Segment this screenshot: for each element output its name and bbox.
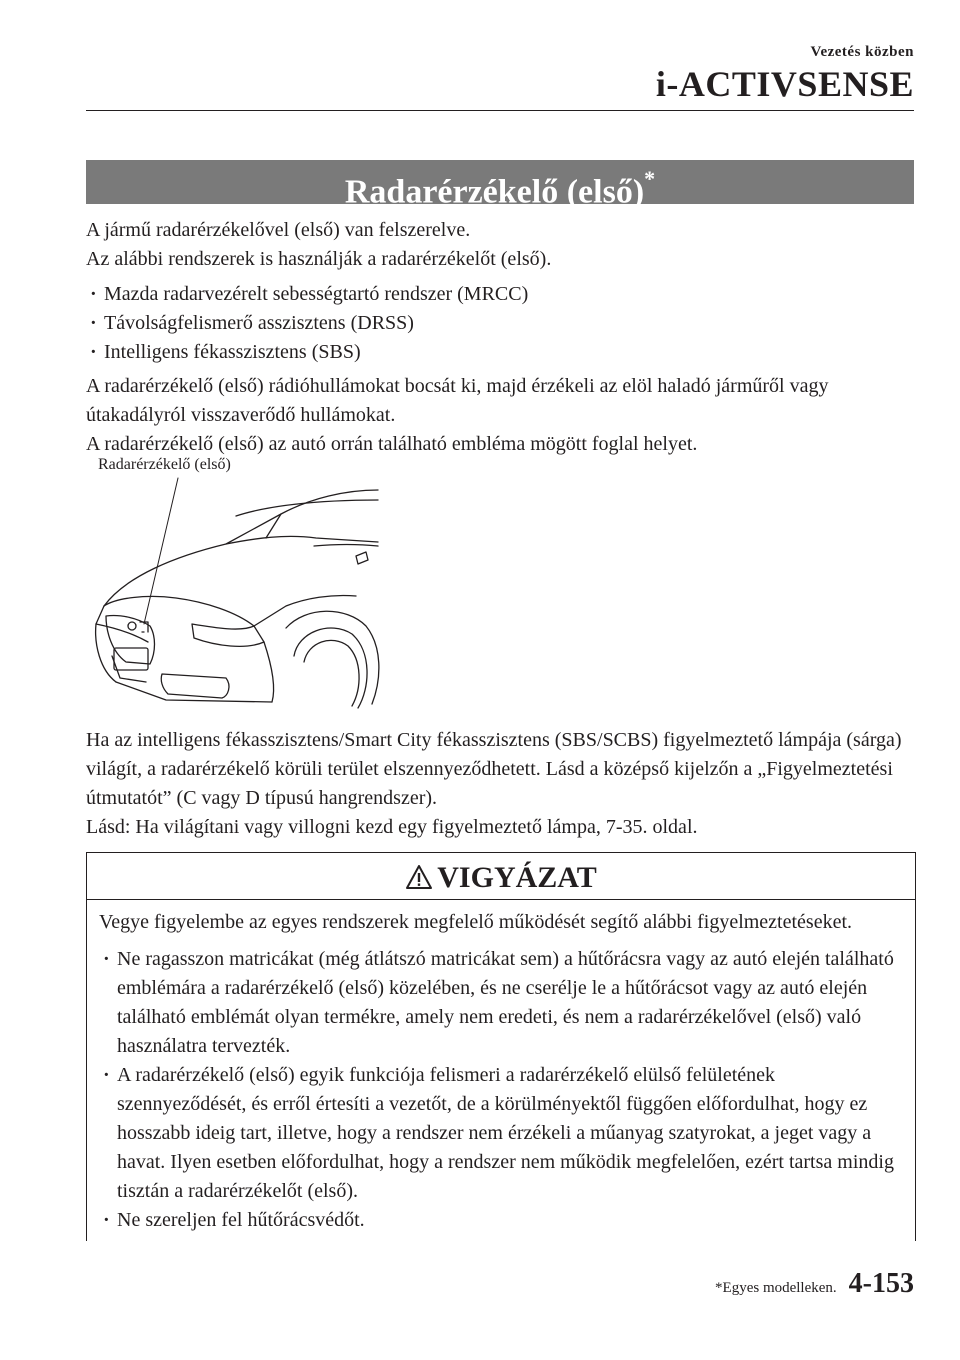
footnote: *Egyes modelleken. [715,1280,837,1296]
list-item: · A radarérzékelő (első) egyik funkciója felismeri a radarérzékelő elülső felületének szennyeződését, és erről értesíti a vezetőt, de a körülményektől függően előfordulhat, hogy ez hosszabb ideig tart, illetve, hogy a rendszer nem érzékeli a műanyag szatyrokat, a jeget vagy a havat. Ilyen esetben előfordulhat, hogy a rendszer nem működik megfelelően, ezért tartsa mindig tisztán a radarérzékelőt (első). [99,1061,903,1206]
header-divider [86,110,914,111]
section-title: Vezetés közben [810,44,914,60]
warning-light-block [86,726,916,842]
description-block [86,372,916,459]
car-front-illustration-icon [86,456,386,716]
caution-intro: Vegye figyelembe az egyes rendszerek megfelelő működését segítő alábbi figyelmeztetéseket. [99,911,853,933]
caution-title: VIGYÁZAT [437,861,597,894]
chapter-title: i-ACTIVSENSE [655,64,914,104]
running-header [656,44,914,105]
list-item: · Mazda radarvezérelt sebességtartó rendszer (MRCC) [90,280,916,309]
intro-line: Az alábbi rendszerek is használják a radarérzékelőt (első). [86,248,552,270]
systems-list-block [86,280,916,367]
caution-list [99,945,903,1235]
page-number: 4-153 [848,1268,914,1299]
systems-list [86,280,916,367]
list-item: · Távolságfelismerő asszisztens (DRSS) [90,309,916,338]
page-title-text: Radarérzékelő (első) [344,173,645,211]
intro-line: A jármű radarérzékelővel (első) van felszerelve. [86,219,471,241]
car-front-figure [86,456,386,716]
caution-header [87,853,915,900]
caution-box [86,852,916,1241]
intro-block [86,216,916,274]
page-footer [715,1268,914,1300]
warning-paragraph: Lásd: Ha világítani vagy villogni kezd egy figyelmeztető lámpa, 7-35. oldal. [86,816,698,838]
figure-label: Radarérzékelő (első) [98,456,231,473]
caution-body [87,900,915,1235]
description-paragraph: A radarérzékelő (első) az autó orrán található embléma mögött foglal helyet. [86,433,698,455]
warning-paragraph: Ha az intelligens fékasszisztens/Smart City fékasszisztens (SBS/SCBS) figyelmeztető lámpája (sárga) világít, a radarérzékelő körüli terület elszennyeződhetett. Lásd a középső kijelzőn a „Figyelmeztetési útmutatót” (C vagy D típusú hangrendszer). [86,729,902,809]
list-item: · Ne ragasszon matricákat (még átlátszó matricákat sem) a hűtőrácsra vagy az autó elején található emblémára a radarérzékelő (első) közelében, és ne cserélje le a hűtőrácsot vagy az autó elején található emblémát olyan termékre, amely nem eredeti, és nem a radarérzékelővel (első) való használatra tervezték. [99,945,903,1061]
list-item: · Intelligens fékasszisztens (SBS) [90,338,916,367]
warning-triangle-icon [405,864,433,890]
description-paragraph: A radarérzékelő (első) rádióhullámokat bocsát ki, majd érzékeli az elöl haladó járműről vagy útakadályról visszaverődő hullámokat. [86,375,829,426]
page-title [86,160,914,211]
list-item: · Ne szereljen fel hűtőrácsvédőt. [99,1206,903,1235]
model-availability-mark: * [644,166,656,191]
